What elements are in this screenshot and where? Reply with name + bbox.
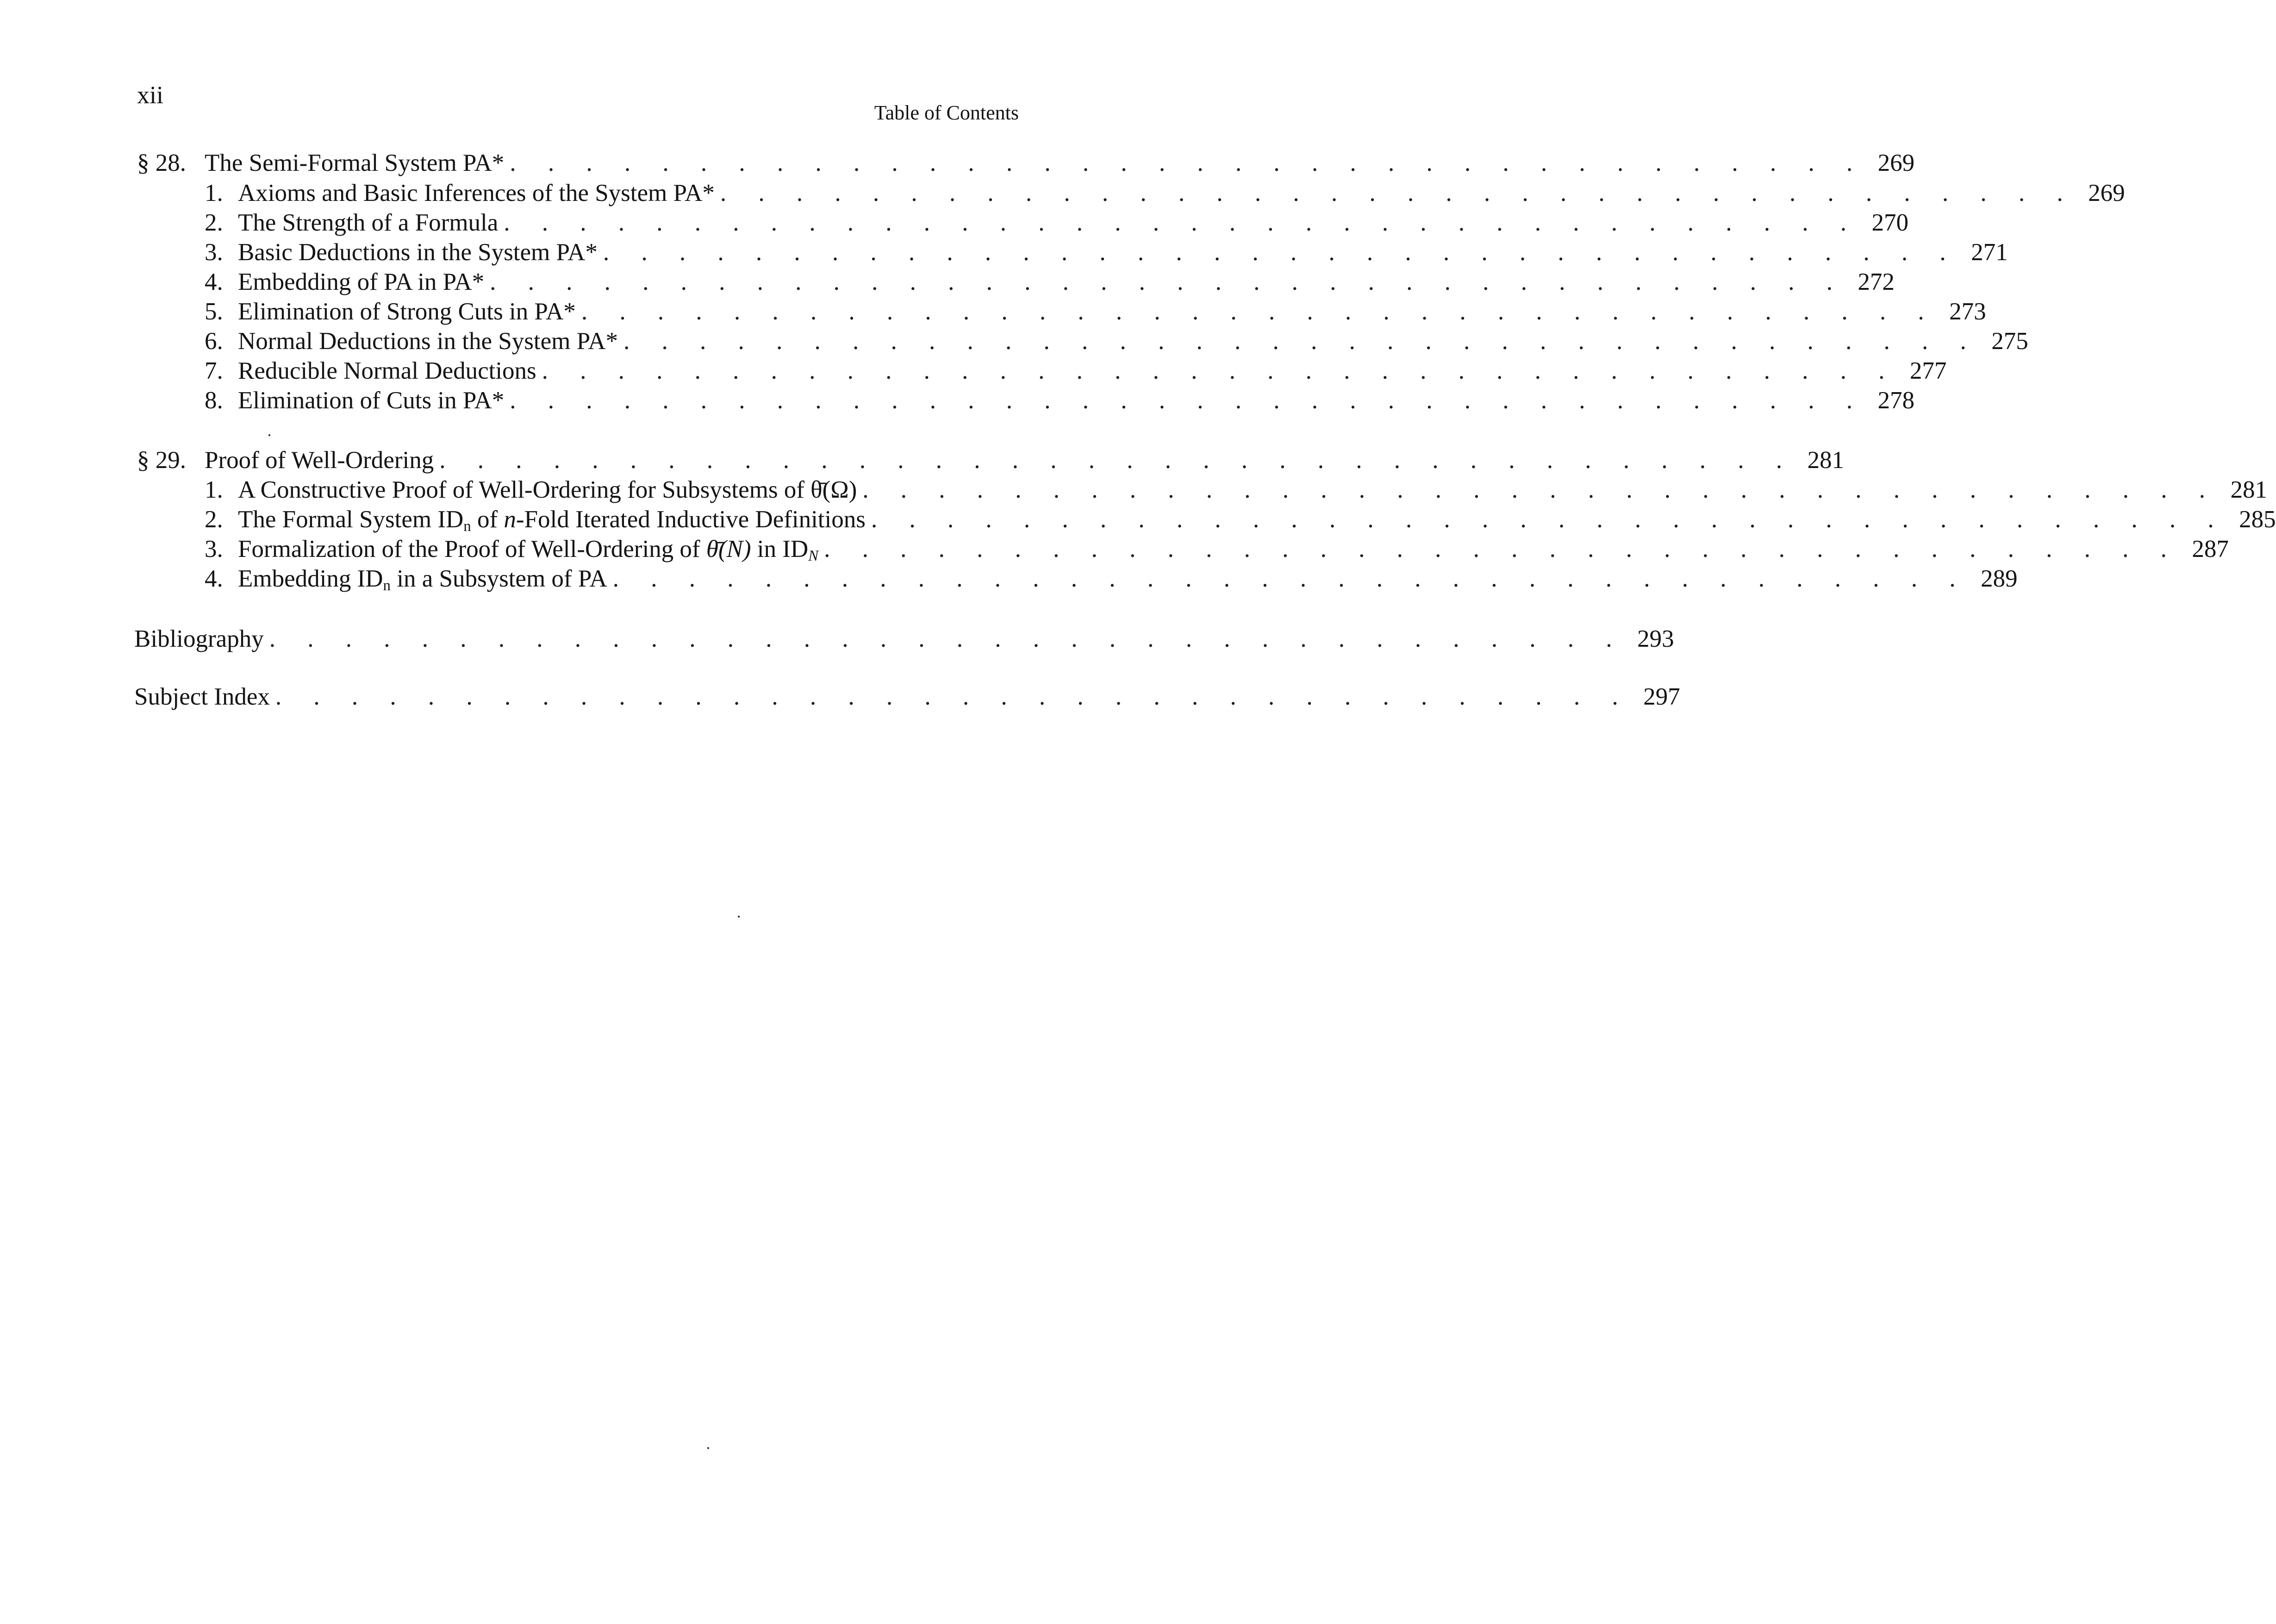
dot-leader: . . . . . . . . . . . . . . . . . . . . . . . . . . . . . . . . . . . . — [510, 150, 1866, 176]
toc-item-label: 3. Formalization of the Proof of Well-Ordering of θ̄(N) in $ID_N$ — [205, 536, 819, 565]
toc-item-label: 7. Reducible Normal Deductions — [205, 357, 536, 384]
dot-leader: . . . . . . . . . . . . . . . . . . . . . . . . . . . . . . . . . . . . — [504, 209, 1860, 236]
dot-leader: . . . . . . . . . . . . . . . . . . . . . . . . . . . . . . . . . . . . — [269, 625, 1625, 652]
toc-item-label: 6. Normal Deductions in the System PA* — [205, 328, 618, 355]
toc-item[interactable] — [205, 387, 1914, 415]
dot-leader: . . . . . . . . . . . . . . . . . . . . . . . . . . . . . . . . . . . . — [439, 447, 1795, 474]
toc-page-ref: 289 — [1980, 565, 2018, 592]
toc-item-label: 1. A Constructive Proof of Well-Ordering for Subsystems of θ̄(Ω) — [205, 476, 857, 503]
toc-item-label: 2. The Formal System $ID_n$ of n-Fold Iterated Inductive Definitions — [205, 506, 866, 535]
toc-item[interactable] — [205, 506, 2276, 535]
toc-item[interactable] — [205, 298, 1986, 326]
toc-page-ref: 269 — [2088, 180, 2125, 206]
toc-page-ref: 271 — [1971, 239, 2008, 266]
toc-item[interactable] — [205, 565, 2018, 594]
toc-item[interactable] — [205, 357, 1947, 385]
toc-item-label: 3. Basic Deductions in the System PA* — [205, 239, 598, 266]
dot-leader: . . . . . . . . . . . . . . . . . . . . . . . . . . . . . . . . . . . . — [871, 506, 2227, 533]
toc-page-ref: 281 — [1807, 447, 1844, 474]
scan-speck — [738, 916, 740, 918]
dot-leader: . . . . . . . . . . . . . . . . . . . . . . . . . . . . . . . . . . . . — [603, 239, 1959, 266]
toc-item[interactable] — [205, 179, 2125, 207]
toc-backmatter-label: Bibliography — [134, 625, 264, 652]
toc-item-label: 1. Axioms and Basic Inferences of the System PA* — [205, 180, 715, 206]
toc-item[interactable] — [205, 476, 2267, 504]
toc-section-28[interactable] — [137, 149, 1915, 177]
toc-item[interactable] — [205, 238, 2008, 267]
toc-item[interactable] — [205, 209, 1909, 237]
toc-page-ref: 275 — [1991, 328, 2028, 355]
toc-page-ref: 278 — [1877, 387, 1914, 414]
page-number: xii — [137, 81, 164, 109]
scan-speck — [268, 434, 270, 436]
toc-item-label: 4. Embedding of PA in PA* — [205, 269, 485, 295]
toc-page-ref: 297 — [1643, 683, 1680, 710]
dot-leader: . . . . . . . . . . . . . . . . . . . . . . . . . . . . . . . . . . . . — [510, 387, 1865, 414]
dot-leader: . . . . . . . . . . . . . . . . . . . . . . . . . . . . . . . . . . . . — [623, 328, 1979, 355]
toc-item[interactable] — [205, 268, 1895, 296]
dot-leader: . . . . . . . . . . . . . . . . . . . . . . . . . . . . . . . . . . . . — [862, 476, 2218, 503]
dot-leader: . . . . . . . . . . . . . . . . . . . . . . . . . . . . . . . . . . . . — [720, 180, 2076, 206]
dot-leader: . . . . . . . . . . . . . . . . . . . . . . . . . . . . . . . . . . . . — [275, 683, 1631, 710]
toc-page-ref: 273 — [1949, 298, 1986, 325]
toc-bibliography[interactable] — [134, 625, 1674, 653]
dot-leader: . . . . . . . . . . . . . . . . . . . . . . . . . . . . . . . . . . . . — [612, 565, 1969, 592]
toc-item-label: 2. The Strength of a Formula — [205, 209, 499, 236]
toc-item-label: 5. Elimination of Strong Cuts in PA* — [205, 298, 576, 325]
dot-leader: . . . . . . . . . . . . . . . . . . . . . . . . . . . . . . . . . . . . — [824, 536, 2180, 562]
toc-item-label: 4. Embedding $ID_n$ in a Subsystem of PA — [205, 565, 607, 594]
toc-page-ref: 281 — [2230, 476, 2267, 503]
running-head: Table of Contents — [874, 101, 1019, 124]
toc-item-label: 8. Elimination of Cuts in PA* — [205, 387, 505, 414]
toc-page-ref: 272 — [1858, 269, 1895, 295]
toc-page-ref: 293 — [1637, 625, 1674, 652]
toc-page-ref: 270 — [1871, 209, 1909, 236]
dot-leader: . . . . . . . . . . . . . . . . . . . . . . . . . . . . . . . . . . . . — [490, 269, 1846, 295]
toc-backmatter-label: Subject Index — [134, 683, 270, 710]
toc-item[interactable] — [205, 535, 2229, 565]
dot-leader: . . . . . . . . . . . . . . . . . . . . . . . . . . . . . . . . . . . . — [542, 357, 1898, 384]
toc-page-ref: 277 — [1909, 357, 1947, 384]
toc-page-ref: 287 — [2192, 536, 2229, 562]
toc-page-ref: 285 — [2239, 506, 2276, 533]
toc-page-ref: 269 — [1877, 150, 1915, 176]
toc-section-label: § 29. Proof of Well-Ordering — [137, 447, 434, 474]
toc-item[interactable] — [205, 327, 2028, 356]
toc-section-29[interactable] — [137, 446, 1844, 475]
scan-speck — [707, 1447, 709, 1449]
toc-section-label: § 28. The Semi-Formal System PA* — [137, 150, 505, 176]
dot-leader: . . . . . . . . . . . . . . . . . . . . . . . . . . . . . . . . . . . . — [581, 298, 1937, 325]
toc-subject-index[interactable] — [134, 683, 1680, 711]
